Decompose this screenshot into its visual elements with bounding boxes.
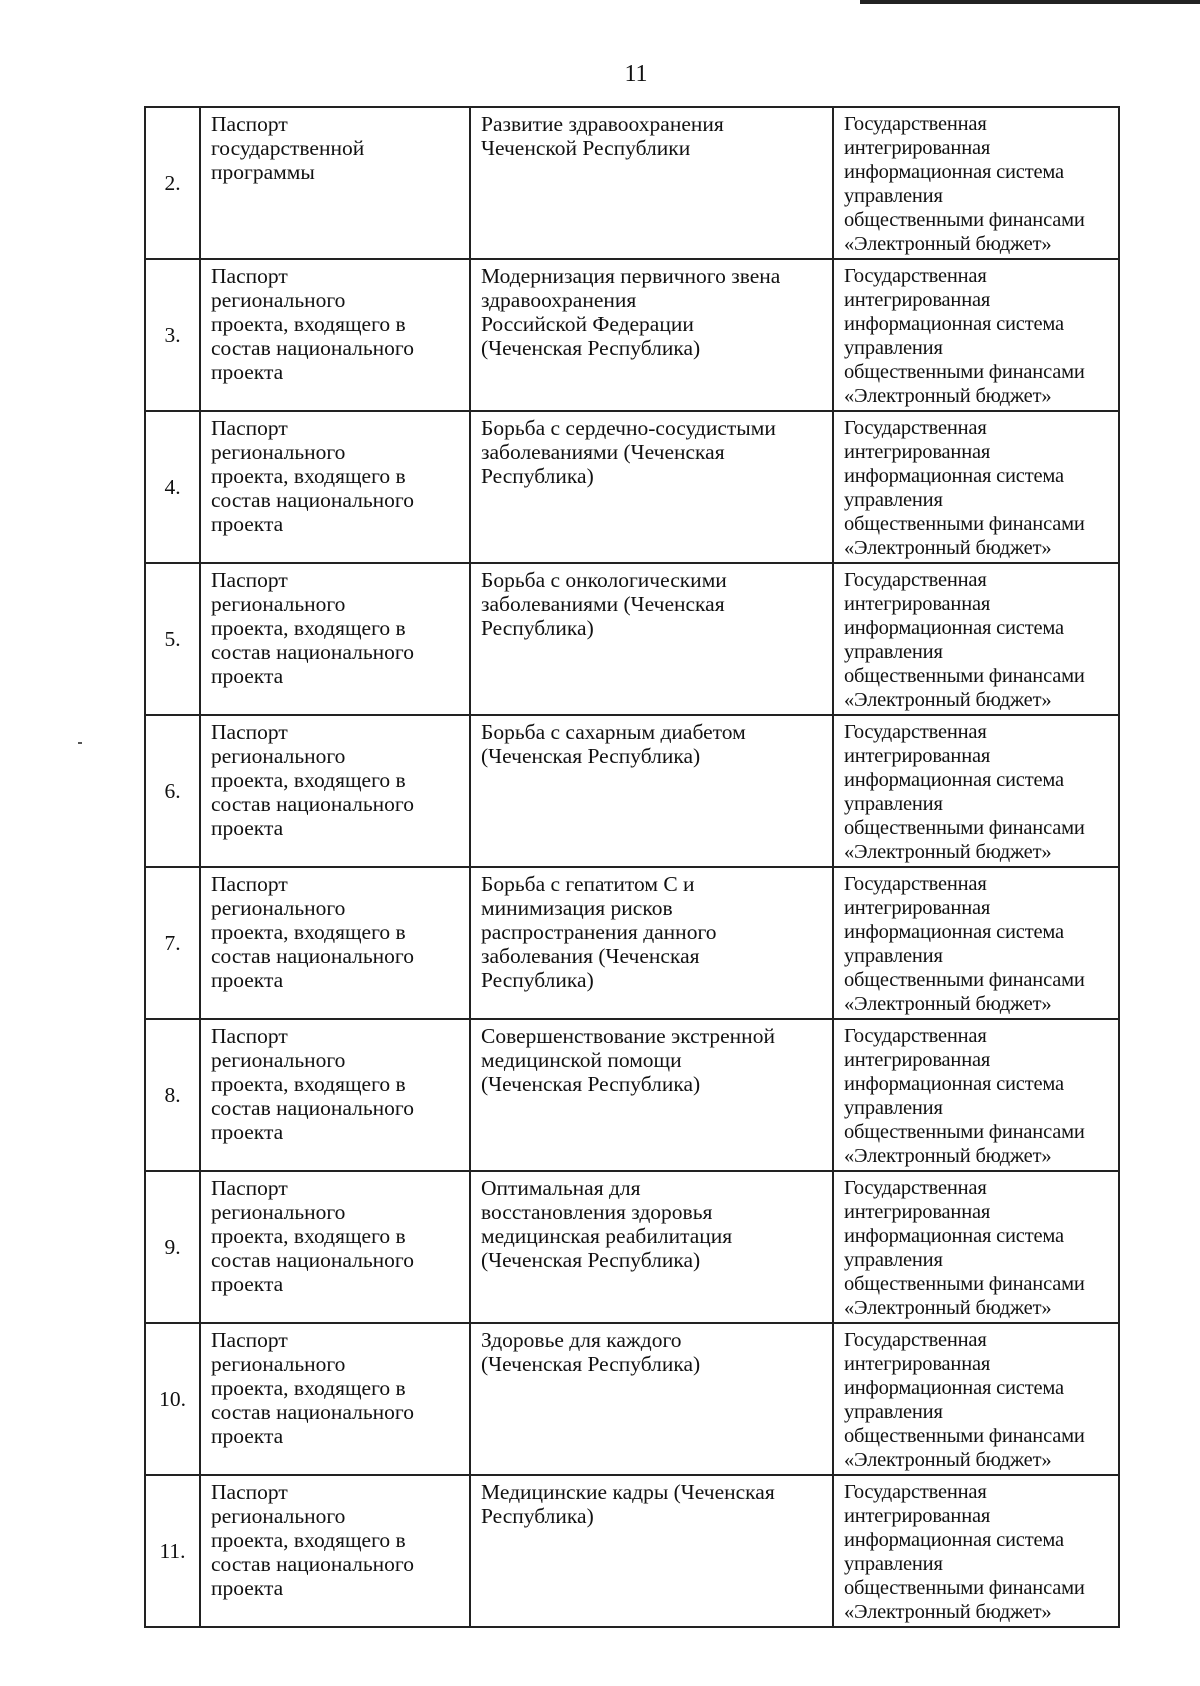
table-row xyxy=(145,563,1119,715)
document-source: Государственная интегрированная информационная система управления общественными финансами «Электронный бюджет» xyxy=(844,113,1085,255)
document-source-cell xyxy=(833,411,1119,563)
document-type: Паспорт регионального проекта, входящего в состав национального проекта xyxy=(211,568,414,688)
document-source-cell xyxy=(833,1019,1119,1171)
row-number: 4. xyxy=(145,411,200,563)
document-name: Модернизация первичного звена здравоохранения Российской Федерации (Чеченская Республика) xyxy=(481,264,781,360)
table-row xyxy=(145,1475,1119,1627)
table-row xyxy=(145,1171,1119,1323)
document-type: Паспорт регионального проекта, входящего в состав национального проекта xyxy=(211,264,414,384)
document-name-cell xyxy=(470,1475,833,1627)
document-source: Государственная интегрированная информационная система управления общественными финансами «Электронный бюджет» xyxy=(844,1025,1085,1167)
document-type-cell xyxy=(200,107,470,259)
table-row xyxy=(145,867,1119,1019)
document-type-cell xyxy=(200,1019,470,1171)
table-row xyxy=(145,411,1119,563)
document-name: Борьба с онкологическими заболеваниями (Чеченская Республика) xyxy=(481,568,727,640)
document-type: Паспорт регионального проекта, входящего в состав национального проекта xyxy=(211,1176,414,1296)
page-number: 11 xyxy=(624,61,648,87)
document-name-cell xyxy=(470,563,833,715)
row-number: 9. xyxy=(145,1171,200,1323)
document-type-cell xyxy=(200,411,470,563)
document-type: Паспорт регионального проекта, входящего в состав национального проекта xyxy=(211,1328,414,1448)
document-name-cell xyxy=(470,107,833,259)
document-name-cell xyxy=(470,259,833,411)
document-type: Паспорт регионального проекта, входящего в состав национального проекта xyxy=(211,1024,414,1144)
document-type: Паспорт регионального проекта, входящего в состав национального проекта xyxy=(211,720,414,840)
row-number: 7. xyxy=(145,867,200,1019)
document-name: Медицинские кадры (Чеченская Республика) xyxy=(481,1480,775,1528)
row-number: 8. xyxy=(145,1019,200,1171)
document-source: Государственная интегрированная информационная система управления общественными финансами «Электронный бюджет» xyxy=(844,1481,1085,1623)
document-name-cell xyxy=(470,1019,833,1171)
top-edge-rule xyxy=(860,0,1200,4)
document-source-cell xyxy=(833,1323,1119,1475)
document-name: Здоровье для каждого (Чеченская Республика) xyxy=(481,1328,701,1376)
document-name-cell xyxy=(470,411,833,563)
table-row xyxy=(145,1019,1119,1171)
document-source-cell xyxy=(833,715,1119,867)
document-type-cell xyxy=(200,563,470,715)
document-name: Совершенствование экстренной медицинской помощи (Чеченская Республика) xyxy=(481,1024,775,1096)
margin-mark xyxy=(78,742,82,744)
document-name: Развитие здравоохранения Чеченской Республики xyxy=(481,112,724,160)
document-source-cell xyxy=(833,259,1119,411)
table-row xyxy=(145,1323,1119,1475)
row-number: 2. xyxy=(145,107,200,259)
document-source-cell xyxy=(833,1171,1119,1323)
document-name-cell xyxy=(470,1323,833,1475)
document-registry-table xyxy=(144,106,1120,1628)
document-type-cell xyxy=(200,1323,470,1475)
document-source-cell xyxy=(833,867,1119,1019)
document-name: Борьба с сахарным диабетом (Чеченская Республика) xyxy=(481,720,746,768)
document-source: Государственная интегрированная информационная система управления общественными финансами «Электронный бюджет» xyxy=(844,721,1085,863)
document-name-cell xyxy=(470,715,833,867)
document-type-cell xyxy=(200,867,470,1019)
table-row xyxy=(145,715,1119,867)
document-name: Оптимальная для восстановления здоровья медицинская реабилитация (Чеченская Республика) xyxy=(481,1176,733,1272)
document-type: Паспорт регионального проекта, входящего в состав национального проекта xyxy=(211,416,414,536)
document-type-cell xyxy=(200,1171,470,1323)
document-type: Паспорт регионального проекта, входящего в состав национального проекта xyxy=(211,1480,414,1600)
row-number: 6. xyxy=(145,715,200,867)
document-type-cell xyxy=(200,259,470,411)
document-source-cell xyxy=(833,563,1119,715)
document-source: Государственная интегрированная информационная система управления общественными финансами «Электронный бюджет» xyxy=(844,417,1085,559)
document-source: Государственная интегрированная информационная система управления общественными финансами «Электронный бюджет» xyxy=(844,1177,1085,1319)
document-type-cell xyxy=(200,715,470,867)
document-source: Государственная интегрированная информационная система управления общественными финансами «Электронный бюджет» xyxy=(844,265,1085,407)
document-source: Государственная интегрированная информационная система управления общественными финансами «Электронный бюджет» xyxy=(844,1329,1085,1471)
table-row xyxy=(145,259,1119,411)
document-type: Паспорт государственной программы xyxy=(211,112,365,184)
document-type-cell xyxy=(200,1475,470,1627)
document-name: Борьба с сердечно-сосудистыми заболеваниями (Чеченская Республика) xyxy=(481,416,776,488)
document-type: Паспорт регионального проекта, входящего в состав национального проекта xyxy=(211,872,414,992)
document-source-cell xyxy=(833,107,1119,259)
row-number: 11. xyxy=(145,1475,200,1627)
table-row xyxy=(145,107,1119,259)
row-number: 10. xyxy=(145,1323,200,1475)
document-source-cell xyxy=(833,1475,1119,1627)
document-name-cell xyxy=(470,867,833,1019)
row-number: 5. xyxy=(145,563,200,715)
document-source: Государственная интегрированная информационная система управления общественными финансами «Электронный бюджет» xyxy=(844,873,1085,1015)
row-number: 3. xyxy=(145,259,200,411)
document-source: Государственная интегрированная информационная система управления общественными финансами «Электронный бюджет» xyxy=(844,569,1085,711)
document-name-cell xyxy=(470,1171,833,1323)
document-name: Борьба с гепатитом С и минимизация рисков распространения данного заболевания (Чеченская Республика) xyxy=(481,872,717,992)
